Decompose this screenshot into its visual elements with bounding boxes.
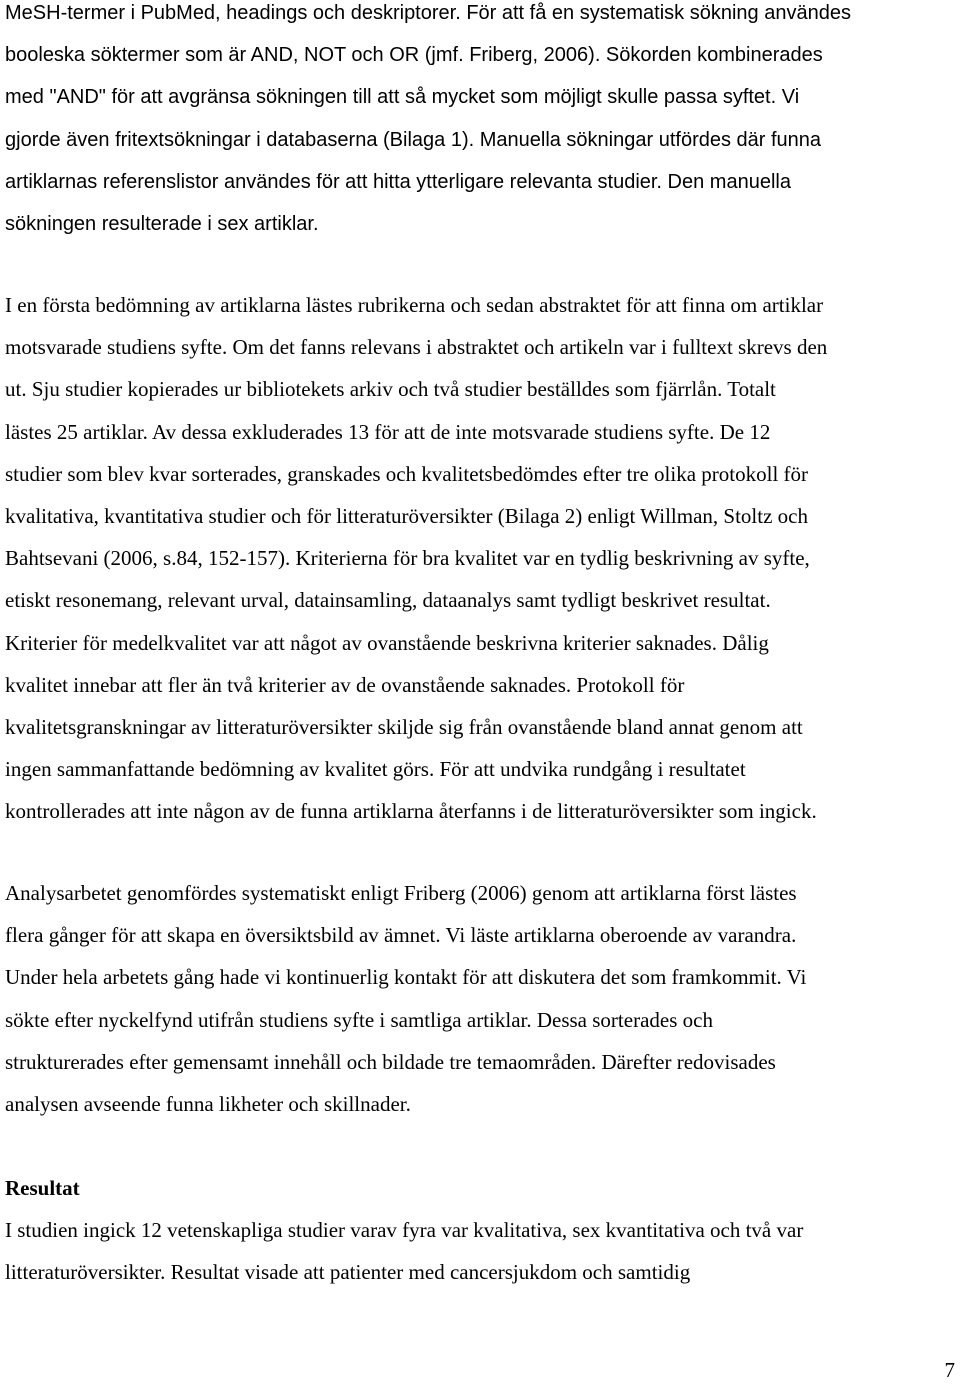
text-line: artiklarnas referenslistor användes för att hitta ytterligare relevanta studier. Den manuella xyxy=(5,170,791,193)
text-line: kvalitativa, kvantitativa studier och för litteraturöversikter (Bilaga 2) enligt Willman, Stoltz och xyxy=(5,504,808,529)
text-line: motsvarade studiens syfte. Om det fanns relevans i abstraktet och artikeln var i fulltext skrevs den xyxy=(5,335,828,360)
paragraph-analysis xyxy=(5,872,957,1125)
text-line: ut. Sju studier kopierades ur bibliotekets arkiv och två studier beställdes som fjärrlån. Totalt xyxy=(5,377,776,402)
text-line: Bahtsevani (2006, s.84, 152-157). Kriterierna för bra kvalitet var en tydlig beskrivning av syfte, xyxy=(5,546,810,571)
text-line: etiskt resonemang, relevant urval, datainsamling, dataanalys samt tydligt beskrivet resultat. xyxy=(5,588,771,613)
text-line: kvalitetsgranskningar av litteraturöversikter skiljde sig från ovanstående bland annat genom att xyxy=(5,715,803,740)
text-line: strukturerades efter gemensamt innehåll och bildade tre temaområden. Därefter redovisades xyxy=(5,1049,776,1074)
text-line: MeSH-termer i PubMed, headings och deskriptorer. För att få en systematisk sökning användes xyxy=(5,2,851,24)
section-heading-resultat: Resultat xyxy=(5,1176,80,1200)
text-line: analysen avseende funna likheter och skillnader. xyxy=(5,1092,411,1117)
paragraph-assessment xyxy=(5,284,957,833)
text-line: kontrollerades att inte någon av de funna artiklarna återfanns i de litteraturöversikter som ingick. xyxy=(5,799,817,824)
text-line: lästes 25 artiklar. Av dessa exkluderades 13 för att de inte motsvarade studiens syfte. De 12 xyxy=(5,419,771,444)
text-line: Kriterier för medelkvalitet var att något av ovanstående beskrivna kriterier saknades. Dålig xyxy=(5,630,769,655)
paragraph-method-search xyxy=(5,0,957,245)
page-number: 7 xyxy=(944,1358,955,1382)
text-line: Under hela arbetets gång hade vi kontinuerlig kontakt för att diskutera det som framkommit. Vi xyxy=(5,965,807,990)
text-line: gjorde även fritextsökningar i databaserna (Bilaga 1). Manuella sökningar utfördes där funna xyxy=(5,128,822,151)
text-line: booleska söktermer som är AND, NOT och OR (jmf. Friberg, 2006). Sökorden kombinerades xyxy=(5,44,823,67)
text-line: sökningen resulterade i sex artiklar. xyxy=(5,213,319,236)
text-line: Analysarbetet genomfördes systematiskt enligt Friberg (2006) genom att artiklarna först lästes xyxy=(5,881,797,905)
text-line: ingen sammanfattande bedömning av kvalitet görs. För att undvika rundgång i resultatet xyxy=(5,757,746,782)
text-line: I en första bedömning av artiklarna lästes rubrikerna och sedan abstraktet för att finna om artiklar xyxy=(5,293,824,317)
text-line: I studien ingick 12 vetenskapliga studier varav fyra var kvalitativa, sex kvantitativa och två var xyxy=(5,1218,804,1242)
text-line: sökte efter nyckelfynd utifrån studiens syfte i samtliga artiklar. Dessa sorterades och xyxy=(5,1007,713,1032)
text-line: kvalitet innebar att fler än två kriterier av de ovanstående saknades. Protokoll för xyxy=(5,672,685,697)
text-line: flera gånger för att skapa en översiktsbild av ämnet. Vi läste artiklarna oberoende av varandra. xyxy=(5,923,797,948)
text-line: med "AND" för att avgränsa sökningen till att så mycket som möjligt skulle passa syftet. Vi xyxy=(5,86,800,109)
text-line: litteraturöversikter. Resultat visade att patienter med cancersjukdom och samtidig xyxy=(5,1260,691,1285)
text-line: studier som blev kvar sorterades, granskades och kvalitetsbedömdes efter tre olika protokoll för xyxy=(5,461,809,486)
paragraph-results xyxy=(5,1209,957,1293)
